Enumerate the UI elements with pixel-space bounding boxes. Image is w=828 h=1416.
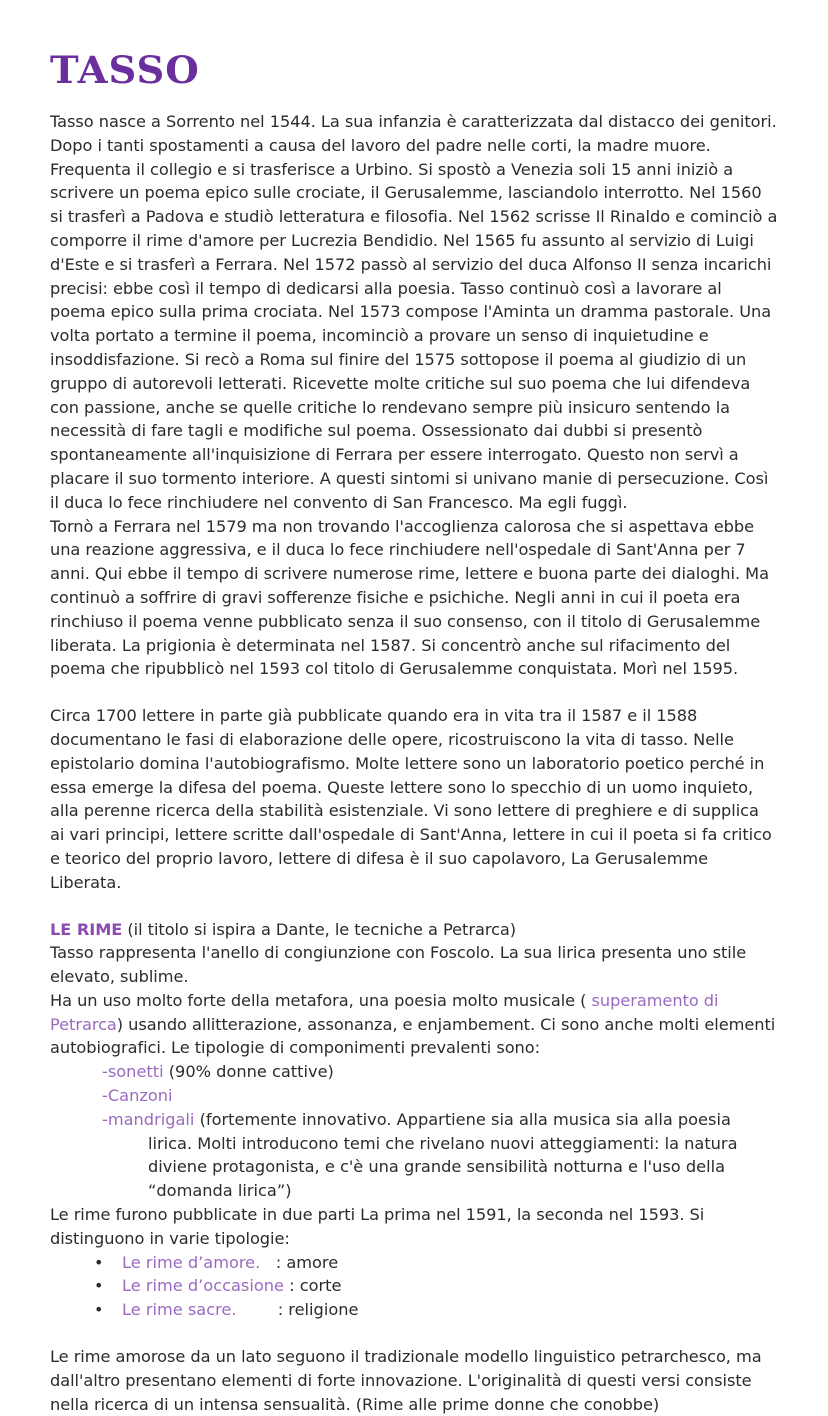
list-item (50, 1298, 778, 1322)
paragraph-spacer (50, 1322, 778, 1345)
paragraph-metafora (50, 989, 778, 1060)
bullet-icon: • (94, 1276, 104, 1296)
list-item (50, 1060, 778, 1084)
le-rime-note: (il titolo si ispira a Dante, le tecniche a Petrarca) (122, 919, 517, 939)
dash-marker: - (102, 1109, 108, 1129)
rima-value: : amore (260, 1252, 339, 1272)
section-le-rime-heading (50, 918, 778, 942)
metafora-accent: superamento di Petrarca (50, 990, 719, 1034)
tipologie-componimenti-list (50, 1060, 778, 1203)
paragraph-spacer (50, 895, 778, 918)
paragraph-lettere: Circa 1700 lettere in parte già pubblicate quando era in vita tra il 1587 e il 1588 documentano le fasi di elaborazione delle opere, ricostruiscono la vita di tasso. Nelle epistolario domina l'autobiografismo. Molte lettere sono un laboratorio poetico perché in essa emerge la difesa del poema. Queste lettere sono lo specchio di un uomo inquieto, alla perenne ricerca della stabilità esistenziale. Vi sono lettere di preghiere e di supplica ai vari principi, lettere scritte dall'ospedale di Sant'Anna, lettere in cui il poeta si fa critico e teorico del proprio lavoro, lettere di difesa è il suo capolavoro, La Gerusalemme Liberata. (50, 706, 772, 892)
tipologia-note: (fortemente innovativo. Appartiene sia alla musica sia alla poesia lirica. Molti introducono temi che rivelano nuovi atteggiamenti: la natura diviene protagonista, e c'è una grande sensibilità notturna e l'uso della “domanda lirica”) (148, 1109, 738, 1201)
tipologia-note: (90% donne cattive) (163, 1062, 334, 1082)
page-title: TASSO (50, 48, 200, 92)
paragraph-pubblicazione: Le rime furono pubblicate in due parti La prima nel 1591, la seconda nel 1593. Si distinguono in varie tipologie: (50, 1205, 705, 1248)
paragraph-conclusione: Le rime amorose da un lato seguono il tradizionale modello linguistico petrarchesco, ma dall'altro presentano elementi di forte innovazione. L'originalità di questi versi consiste nella ricerca di un intensa sensualità. (Rime alle prime donne che conobbe) (50, 1347, 762, 1414)
tipologia-label: Canzoni (107, 1086, 173, 1106)
rima-label: Le rime d’amore. (122, 1252, 261, 1272)
paragraph-biography: Tasso nasce a Sorrento nel 1544. La sua infanzia è caratterizzata dal distacco dei genitori. Dopo i tanti spostamenti a causa del lavoro del padre nelle corti, la madre muore. Frequenta il collegio e si trasferisce a Urbino. Si spostò a Venezia soli 15 anni iniziò a scrivere un poema epico sulle crociate, il Gerusalemme, lasciandolo interrotto. Nel 1560 si trasferì a Padova e studiò letteratura e filosofia. Nel 1562 scrisse Il Rinaldo e cominciò a comporre il rime d'amore per Lucrezia Bendidio. Nel 1565 fu assunto al servizio di Luigi d'Este e si trasferì a Ferrara. Nel 1572 passò al servizio del duca Alfonso II senza incarichi precisi: ebbe così il tempo di dedicarsi alla poesia. Tasso continuò così a lavorare al poema epico sulla prima crociata. Nel 1573 compose l'Aminta un dramma pastorale. Una volta portato a termine il poema, incominciò a provare un senso di inquietudine e insoddisfazione. Si recò a Roma sul finire del 1575 sottopose il poema al giudizio di un gruppo di autorevoli letterati. Ricevette molte critiche sul suo poema che lui difendeva con passione, anche se quelle critiche lo rendevano sempre più insicuro sentendo la necessità di fare tagli e modifiche sul poema. Ossessionato dai dubbi si presentò spontaneamente all'inquisizione di Ferrara per essere interrogato. Questo non servì a placare il suo tormento interiore. A questi sintomi si univano manie di persecuzione. Così il duca lo fece rinchiudere nel convento di San Francesco. Ma egli fuggì. (50, 112, 778, 512)
metafora-text-before: Ha un uso molto forte della metafora, una poesia molto musicale ( (50, 990, 592, 1010)
tipologie-rime-list (50, 1251, 778, 1322)
dash-marker: - (102, 1062, 108, 1082)
list-item (50, 1084, 778, 1108)
tipologia-label: sonetti (107, 1062, 164, 1082)
paragraph-spacer (50, 681, 778, 704)
rima-value: : corte (283, 1276, 342, 1296)
list-item (50, 1274, 778, 1298)
list-item (50, 1108, 778, 1203)
rima-value: : religione (236, 1300, 359, 1320)
paragraph-ferrara: Tornò a Ferrara nel 1579 ma non trovando l'accoglienza calorosa che si aspettava ebbe una reazione aggressiva, e il duca lo fece rinchiudere nell'ospedale di Sant'Anna per 7 anni. Qui ebbe il tempo di scrivere numerose rime, lettere e buona parte dei dialoghi. Ma continuò a soffrire di gravi sofferenze fisiche e psichiche. Negli anni in cui il poeta era rinchiuso il poema venne pubblicato senza il suo consenso, con il titolo di Gerusalemme liberata. La prigionia è determinata nel 1587. Si concentrò anche sul rifacimento del poema che ripubblicò nel 1593 col titolo di Gerusalemme conquistata. Morì nel 1595. (50, 516, 769, 679)
paragraph-le-rime-intro: Tasso rappresenta l'anello di congiunzione con Foscolo. La sua lirica presenta uno stile elevato, sublime. (50, 943, 747, 987)
metafora-text-after: ) usando allitterazione, assonanza, e enjambement. Ci sono anche molti elementi autobiografici. Le tipologie di componimenti prevalenti sono: (50, 1014, 776, 1058)
bullet-icon: • (94, 1300, 104, 1320)
list-item (50, 1251, 778, 1275)
le-rime-label: LE RIME (50, 919, 123, 939)
bullet-icon: • (94, 1252, 104, 1272)
tipologia-label: mandrigali (107, 1109, 195, 1129)
dash-marker: - (102, 1086, 108, 1106)
rima-label: Le rime d’occasione (122, 1276, 284, 1296)
rima-label: Le rime sacre. (122, 1300, 237, 1320)
